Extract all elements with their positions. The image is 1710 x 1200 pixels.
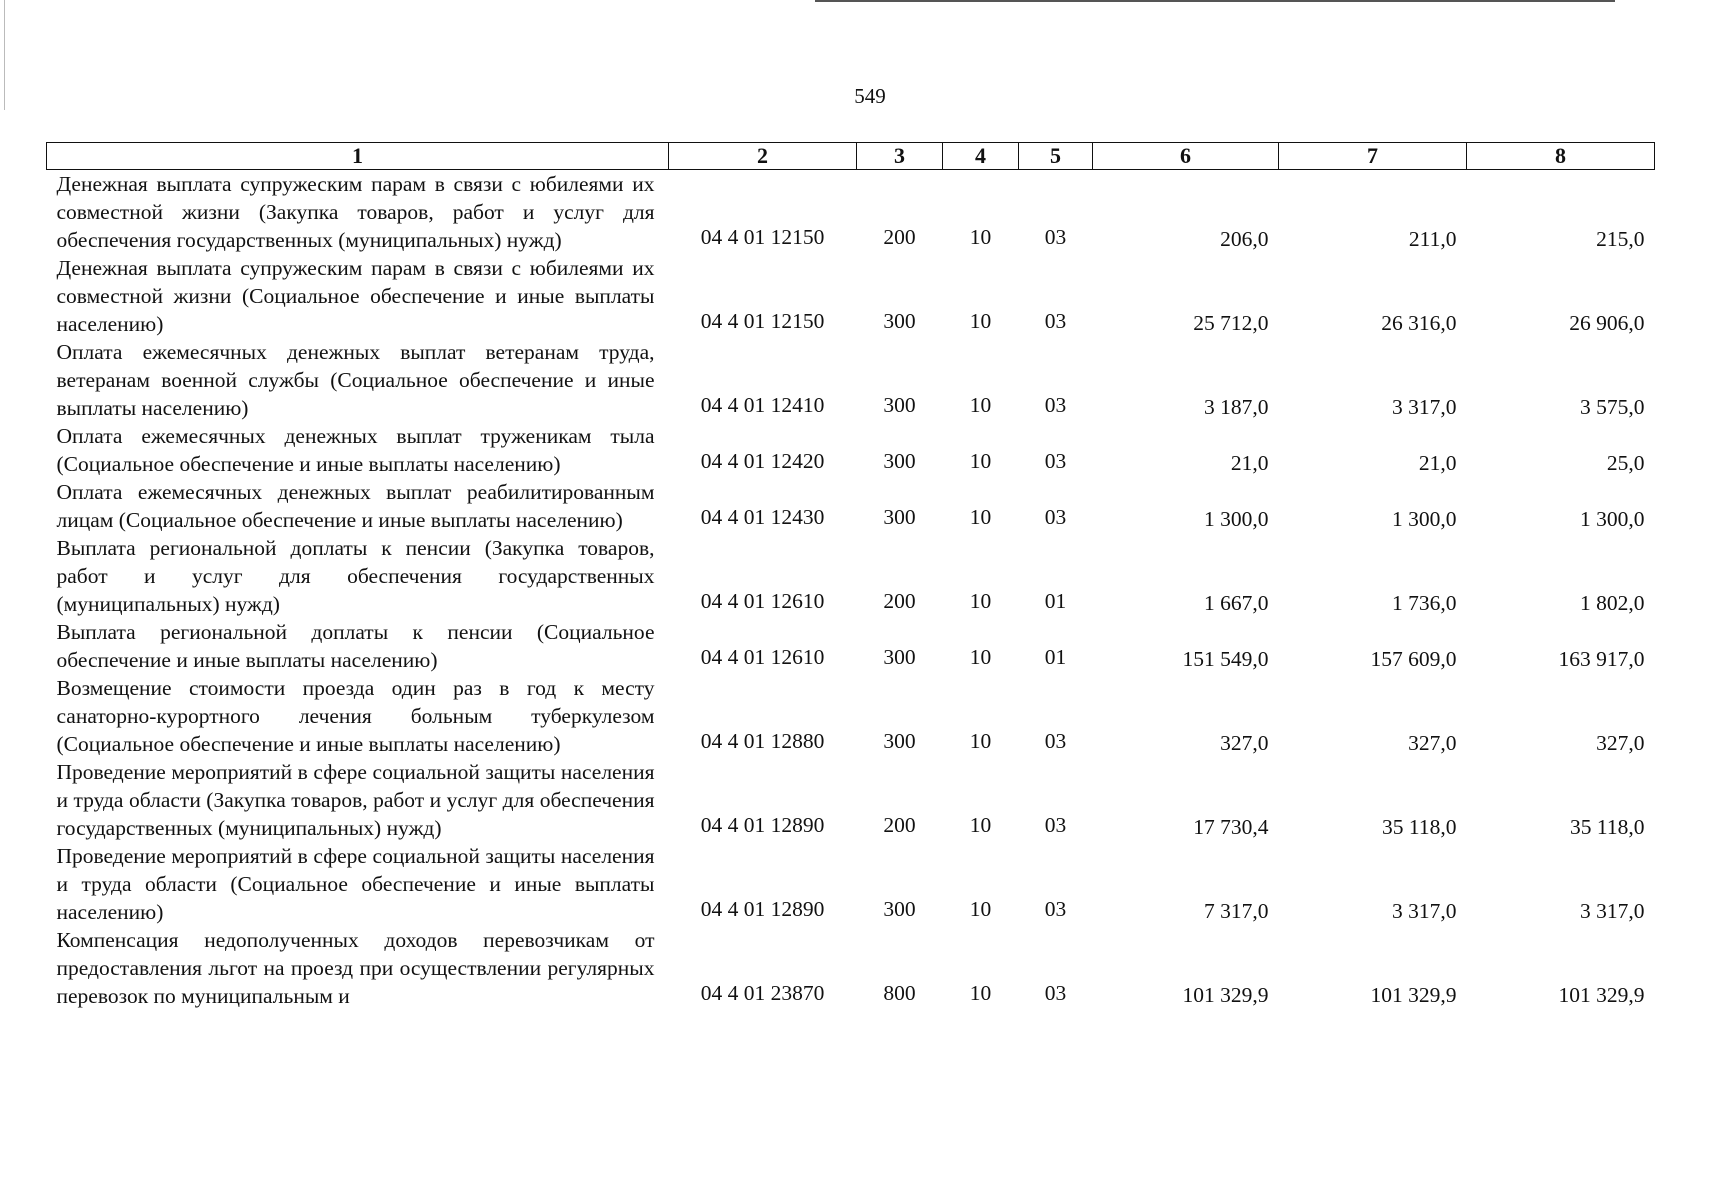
row-target-code: 04 4 01 12410 xyxy=(700,393,825,417)
row-section: 10 xyxy=(969,645,992,669)
row-expense-type: 800 xyxy=(883,981,916,1005)
row-subsection: 03 xyxy=(1044,449,1067,473)
row-amount-col6: 3 187,0 xyxy=(1204,395,1269,419)
scan-top-rule xyxy=(815,0,1615,2)
row-section: 10 xyxy=(969,505,992,529)
column-header-4: 4 xyxy=(943,143,1019,170)
column-header-6: 6 xyxy=(1093,143,1279,170)
row-amount-col6: 1 667,0 xyxy=(1204,591,1269,615)
row-expense-type: 300 xyxy=(883,645,916,669)
table-row xyxy=(47,674,1655,758)
row-amount-col8: 35 118,0 xyxy=(1570,815,1645,839)
row-target-code: 04 4 01 12890 xyxy=(700,813,825,837)
row-expense-type: 200 xyxy=(883,813,916,837)
row-section: 10 xyxy=(969,981,992,1005)
row-section: 10 xyxy=(969,309,992,333)
row-amount-col6: 327,0 xyxy=(1220,731,1269,755)
row-description: Выплата региональной доплаты к пенсии (Социальное обеспечение и иные выплаты населению) xyxy=(56,620,655,672)
row-description: Оплата ежемесячных денежных выплат труженикам тыла (Социальное обеспечение и иные выплаты населению) xyxy=(56,424,655,476)
row-subsection: 03 xyxy=(1044,225,1067,249)
row-target-code: 04 4 01 12880 xyxy=(700,729,825,753)
row-amount-col7: 211,0 xyxy=(1408,227,1457,251)
row-amount-col7: 3 317,0 xyxy=(1392,395,1457,419)
row-subsection: 03 xyxy=(1044,393,1067,417)
row-subsection: 03 xyxy=(1044,729,1067,753)
row-target-code: 04 4 01 12890 xyxy=(700,897,825,921)
table-row xyxy=(47,478,1655,534)
table-row xyxy=(47,338,1655,422)
row-amount-col6: 101 329,9 xyxy=(1182,983,1269,1007)
row-amount-col8: 327,0 xyxy=(1596,731,1645,755)
column-header-3: 3 xyxy=(857,143,943,170)
row-expense-type: 200 xyxy=(883,589,916,613)
row-description: Возмещение стоимости проезда один раз в год к месту санаторно-курортного лечения больным туберкулезом (Социальное обеспечение и иные выплаты населению) xyxy=(56,676,655,756)
row-subsection: 03 xyxy=(1044,309,1067,333)
row-description: Оплата ежемесячных денежных выплат реабилитированным лицам (Социальное обеспечение и иные выплаты населению) xyxy=(56,480,655,532)
row-amount-col7: 1 736,0 xyxy=(1392,591,1457,615)
row-target-code: 04 4 01 12610 xyxy=(700,589,825,613)
row-section: 10 xyxy=(969,813,992,837)
table-row xyxy=(47,926,1655,1010)
row-description: Денежная выплата супружеским парам в связи с юбилеями их совместной жизни (Социальное обеспечение и иные выплаты населению) xyxy=(56,256,655,336)
column-header-2: 2 xyxy=(669,143,857,170)
row-section: 10 xyxy=(969,393,992,417)
table-row xyxy=(47,170,1655,255)
table-body xyxy=(47,170,1655,1011)
row-section: 10 xyxy=(969,589,992,613)
row-amount-col8: 26 906,0 xyxy=(1569,311,1645,335)
row-amount-col7: 1 300,0 xyxy=(1392,507,1457,531)
row-amount-col7: 21,0 xyxy=(1418,451,1457,475)
row-subsection: 03 xyxy=(1044,505,1067,529)
table-row xyxy=(47,534,1655,618)
row-amount-col7: 101 329,9 xyxy=(1370,983,1457,1007)
row-description: Выплата региональной доплаты к пенсии (Закупка товаров, работ и услуг для обеспечения государственных (муниципальных) нужд) xyxy=(56,536,655,616)
row-amount-col6: 206,0 xyxy=(1220,227,1269,251)
row-amount-col8: 1 300,0 xyxy=(1580,507,1645,531)
row-target-code: 04 4 01 12150 xyxy=(700,309,825,333)
row-target-code: 04 4 01 12430 xyxy=(700,505,825,529)
row-expense-type: 300 xyxy=(883,309,916,333)
column-header-1: 1 xyxy=(47,143,669,170)
row-expense-type: 200 xyxy=(883,225,916,249)
row-amount-col8: 215,0 xyxy=(1596,227,1645,251)
table-row xyxy=(47,618,1655,674)
row-amount-col7: 26 316,0 xyxy=(1381,311,1457,335)
row-section: 10 xyxy=(969,897,992,921)
row-amount-col8: 163 917,0 xyxy=(1558,647,1645,671)
row-subsection: 03 xyxy=(1044,813,1067,837)
row-expense-type: 300 xyxy=(883,729,916,753)
row-amount-col6: 1 300,0 xyxy=(1204,507,1269,531)
table-row xyxy=(47,758,1655,842)
row-amount-col8: 1 802,0 xyxy=(1580,591,1645,615)
table-row xyxy=(47,254,1655,338)
row-amount-col7: 157 609,0 xyxy=(1370,647,1457,671)
row-target-code: 04 4 01 23870 xyxy=(700,981,825,1005)
page-number: 549 xyxy=(854,84,886,108)
row-amount-col6: 21,0 xyxy=(1230,451,1269,475)
row-target-code: 04 4 01 12420 xyxy=(700,449,825,473)
row-amount-col6: 7 317,0 xyxy=(1204,899,1269,923)
budget-table xyxy=(46,142,1655,1010)
row-amount-col8: 25,0 xyxy=(1606,451,1645,475)
column-header-5: 5 xyxy=(1019,143,1093,170)
row-section: 10 xyxy=(969,729,992,753)
row-amount-col7: 327,0 xyxy=(1408,731,1457,755)
column-header-8: 8 xyxy=(1467,143,1655,170)
row-target-code: 04 4 01 12150 xyxy=(700,225,825,249)
header-row xyxy=(47,143,1655,170)
row-description: Проведение мероприятий в сфере социальной защиты населения и труда области (Социальное обеспечение и иные выплаты населению) xyxy=(56,844,655,924)
row-amount-col8: 101 329,9 xyxy=(1558,983,1645,1007)
row-description: Компенсация недополученных доходов перевозчикам от предоставления льгот на проезд при осуществлении регулярных перевозок по муниципальным и xyxy=(56,928,655,1008)
column-header-7: 7 xyxy=(1279,143,1467,170)
row-amount-col7: 3 317,0 xyxy=(1392,899,1457,923)
row-expense-type: 300 xyxy=(883,897,916,921)
row-subsection: 01 xyxy=(1044,589,1067,613)
row-amount-col7: 35 118,0 xyxy=(1382,815,1457,839)
row-amount-col6: 151 549,0 xyxy=(1182,647,1269,671)
row-section: 10 xyxy=(969,225,992,249)
row-amount-col8: 3 575,0 xyxy=(1580,395,1645,419)
row-section: 10 xyxy=(969,449,992,473)
row-expense-type: 300 xyxy=(883,393,916,417)
table-row xyxy=(47,842,1655,926)
row-description: Проведение мероприятий в сфере социальной защиты населения и труда области (Закупка товаров, работ и услуг для обеспечения государственных (муниципальных) нужд) xyxy=(56,760,655,840)
row-amount-col6: 25 712,0 xyxy=(1193,311,1269,335)
row-subsection: 03 xyxy=(1044,981,1067,1005)
row-amount-col8: 3 317,0 xyxy=(1580,899,1645,923)
row-description: Денежная выплата супружеским парам в связи с юбилеями их совместной жизни (Закупка товаров, работ и услуг для обеспечения государственных (муниципальных) нужд) xyxy=(56,172,655,252)
row-amount-col6: 17 730,4 xyxy=(1193,815,1269,839)
row-subsection: 03 xyxy=(1044,897,1067,921)
row-target-code: 04 4 01 12610 xyxy=(700,645,825,669)
row-description: Оплата ежемесячных денежных выплат ветеранам труда, ветеранам военной службы (Социальное обеспечение и иные выплаты населению) xyxy=(56,340,655,420)
table-row xyxy=(47,422,1655,478)
row-subsection: 01 xyxy=(1044,645,1067,669)
row-expense-type: 300 xyxy=(883,449,916,473)
row-expense-type: 300 xyxy=(883,505,916,529)
